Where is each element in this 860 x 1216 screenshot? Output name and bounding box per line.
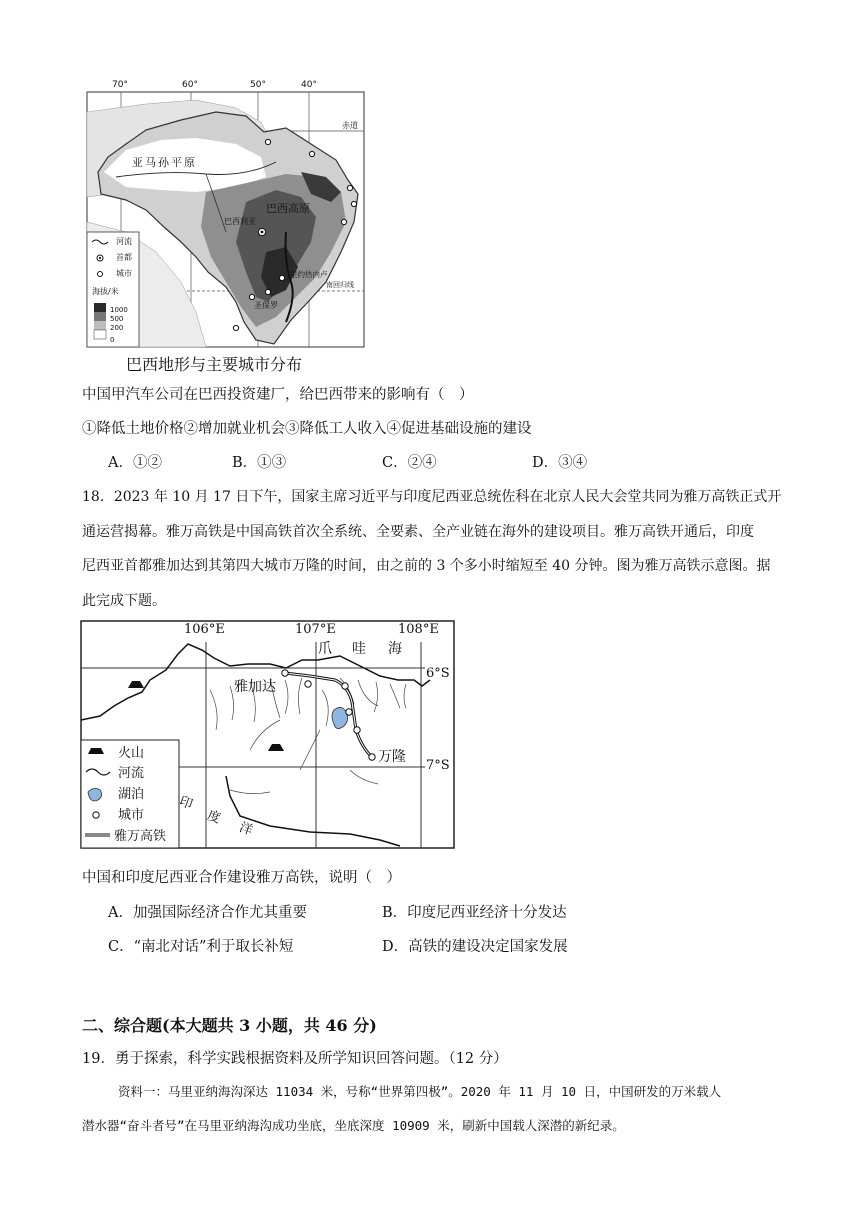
q19-stem: 19．勇于探索，科学实践根据资料及所学知识回答问题。（12 分） bbox=[82, 1051, 508, 1067]
q18-option-d: D．高铁的建设决定国家发展 bbox=[382, 939, 568, 955]
q18-option-b: B．印度尼西亚经济十分发达 bbox=[382, 905, 567, 921]
legend-railway: 雅万高铁 bbox=[114, 829, 167, 844]
q19-material-line-2: 潜水器“奋斗者号”在马里亚纳海沟成功坐底，坐底深度 10909 米，刷新中国载人深潜的新纪录。 bbox=[82, 1118, 625, 1133]
java-lat-tick-7s: 7°S bbox=[426, 758, 450, 773]
sao-paulo-label: 圣保罗 bbox=[254, 301, 278, 310]
brasilia-label: 巴西利亚 bbox=[224, 217, 256, 226]
java-sea-label-2: 哇 bbox=[352, 641, 366, 657]
indian-ocean-label-2: 度 bbox=[205, 808, 223, 827]
brazil-lon-tick-70: 70° bbox=[112, 80, 128, 90]
legend-capital: 首都 bbox=[116, 253, 132, 262]
brazil-lon-tick-60: 60° bbox=[182, 80, 198, 90]
equator-label: 赤道 bbox=[342, 121, 358, 130]
legend-level-0: 0 bbox=[110, 336, 115, 344]
legend-level-200: 200 bbox=[110, 324, 124, 332]
tropic-label: 南回归线 bbox=[326, 281, 354, 289]
java-sea-label-1: 爪 bbox=[318, 641, 332, 657]
java-lon-tick-108: 108°E bbox=[398, 622, 439, 637]
q18-line-1: 18．2023 年 10 月 17 日下午，国家主席习近平与印度尼西亚总统佐科在北京人民大会堂共同为雅万高铁正式开 bbox=[82, 489, 782, 505]
q18-line-4: 此完成下题。 bbox=[82, 593, 166, 609]
q17-option-b: B．①③ bbox=[232, 455, 287, 471]
brazil-lon-tick-40: 40° bbox=[301, 80, 317, 90]
q19-material-line-1: 资料一：马里亚纳海沟深达 11034 米，号称“世界第四极”。2020 年 11 月 10 日，中国研发的万米载人 bbox=[118, 1084, 722, 1099]
rio-label: 里约热内卢 bbox=[290, 270, 328, 279]
q18-option-a: A．加强国际经济合作尤其重要 bbox=[108, 905, 307, 921]
indian-ocean-label-3: 洋 bbox=[237, 820, 255, 839]
legend-lake: 湖泊 bbox=[118, 787, 145, 802]
legend-river: 河流 bbox=[118, 766, 145, 781]
java-lon-tick-106: 106°E bbox=[184, 622, 225, 637]
legend-city: 城市 bbox=[116, 269, 132, 278]
legend-elevation-title: 海拔/米 bbox=[92, 287, 119, 296]
indian-ocean-label-1: 印 bbox=[177, 794, 195, 813]
q18-stem: 中国和印度尼西亚合作建设雅万高铁，说明（ ） bbox=[82, 870, 401, 886]
legend-level-500: 500 bbox=[110, 315, 124, 323]
brazil-map-figure bbox=[86, 82, 366, 374]
amazon-plain-label: 亚马孙平原 bbox=[132, 156, 197, 169]
java-lon-tick-107: 107°E bbox=[295, 622, 336, 637]
java-sea-label-3: 海 bbox=[388, 641, 402, 657]
section-2-heading: 二、综合题(本大题共 3 小题，共 46 分) bbox=[82, 1016, 377, 1035]
java-map bbox=[80, 620, 456, 850]
q17-option-c: C．②④ bbox=[382, 455, 437, 471]
java-lat-tick-6s: 6°S bbox=[426, 666, 450, 681]
brazil-map-caption: 巴西地形与主要城市分布 bbox=[126, 355, 303, 374]
brazil-lon-tick-50: 50° bbox=[250, 80, 266, 90]
q18-option-c: C．“南北对话”利于取长补短 bbox=[108, 939, 294, 955]
q17-items: ①降低土地价格②增加就业机会③降低工人收入④促进基础设施的建设 bbox=[82, 421, 532, 437]
legend-volcano: 火山 bbox=[118, 746, 145, 761]
q17-option-d: D．③④ bbox=[532, 455, 588, 471]
legend-level-1000: 1000 bbox=[110, 306, 128, 314]
q18-line-2: 通运营揭幕。雅万高铁是中国高铁首次全系统、全要素、全产业链在海外的建设项目。雅万高铁开通后，印度 bbox=[82, 524, 754, 540]
q17-stem: 中国甲汽车公司在巴西投资建厂，给巴西带来的影响有（ ） bbox=[82, 387, 474, 403]
legend-river: 河流 bbox=[116, 237, 132, 246]
q17-option-a: A．①② bbox=[108, 455, 162, 471]
q18-line-3: 尼西亚首都雅加达到其第四大城市万隆的时间，由之前的 3 个多小时缩短至 40 分钟。图为雅万高铁示意图。据 bbox=[82, 558, 771, 574]
bandung-label: 万隆 bbox=[378, 749, 406, 765]
legend-city: 城市 bbox=[118, 808, 145, 823]
brazil-plateau-label: 巴西高原 bbox=[266, 202, 310, 215]
brazil-map bbox=[86, 82, 366, 374]
jakarta-label: 雅加达 bbox=[234, 679, 276, 695]
